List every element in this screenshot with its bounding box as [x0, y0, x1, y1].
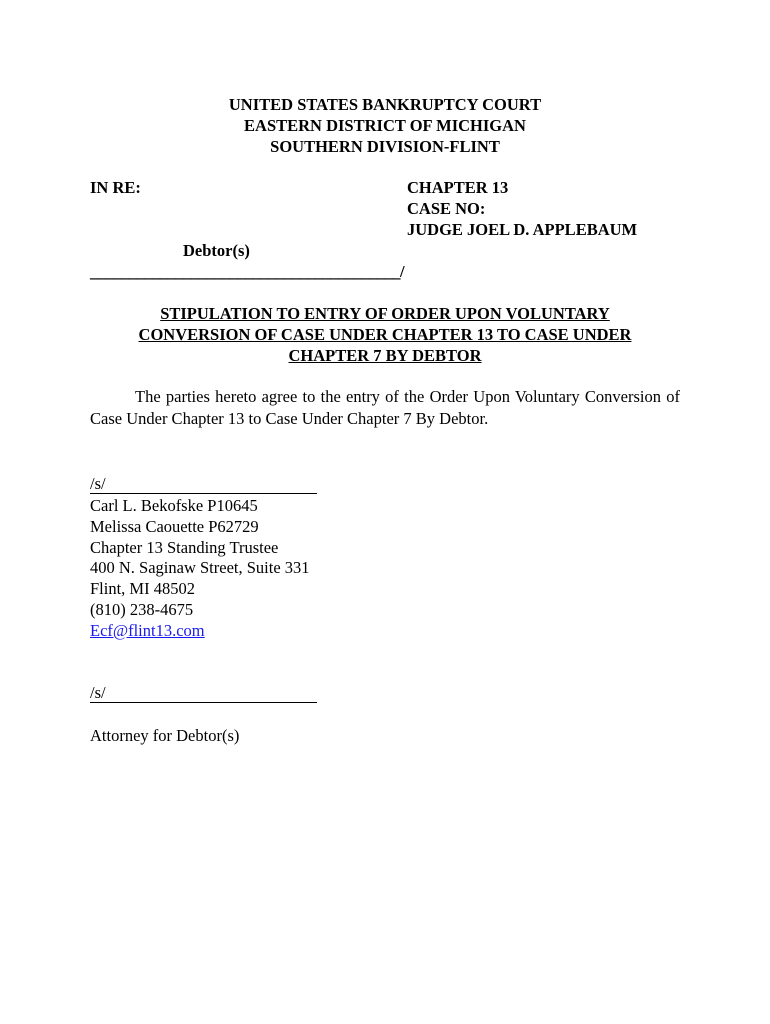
title-line-1: STIPULATION TO ENTRY OF ORDER UPON VOLUNTARY	[160, 304, 610, 323]
title-line-2: CONVERSION OF CASE UNDER CHAPTER 13 TO CASE UNDER	[138, 325, 632, 344]
stipulation-paragraph: The parties hereto agree to the entry of the Order Upon Voluntary Conversion of Case Under Chapter 13 to Case Under Chapter 7 By Debtor.	[90, 387, 680, 428]
trustee-name-1: Carl L. Bekofske P10645	[90, 496, 258, 515]
attorney-signature-line	[90, 683, 317, 703]
court-name: UNITED STATES BANKRUPTCY COURT	[228, 95, 542, 114]
chapter-label: CHAPTER 13	[407, 178, 509, 197]
trustee-name-2: Melissa Caouette P62729	[90, 516, 259, 536]
case-number-label: CASE NO:	[407, 199, 486, 218]
trustee-address-line-1: 400 N. Saginaw Street, Suite 331	[90, 558, 310, 578]
judge-name: JUDGE JOEL D. APPLEBAUM	[407, 220, 638, 239]
court-header	[0, 94, 770, 157]
title-line-3: CHAPTER 7 BY DEBTOR	[288, 346, 482, 365]
caption-divider-line: ________________________________________/	[90, 262, 405, 281]
trustee-phone: (810) 238-4675	[90, 599, 194, 619]
court-district: EASTERN DISTRICT OF MICHIGAN	[244, 116, 526, 135]
attorney-signature-mark: /s/	[90, 683, 106, 702]
trustee-role: Chapter 13 Standing Trustee	[90, 537, 279, 557]
trustee-email-link[interactable]: Ecf@flint13.com	[90, 620, 205, 640]
attorney-for-debtor-label: Attorney for Debtor(s)	[90, 726, 240, 745]
case-info-block	[407, 177, 637, 240]
trustee-signature-mark: /s/	[90, 474, 106, 493]
document-title	[0, 303, 770, 366]
debtor-label: Debtor(s)	[183, 241, 250, 260]
trustee-address-line-2: Flint, MI 48502	[90, 579, 195, 599]
court-division: SOUTHERN DIVISION-FLINT	[270, 137, 500, 156]
in-re-label: IN RE:	[90, 178, 141, 197]
trustee-signature-line	[90, 474, 317, 494]
trustee-signature-block	[90, 496, 310, 642]
